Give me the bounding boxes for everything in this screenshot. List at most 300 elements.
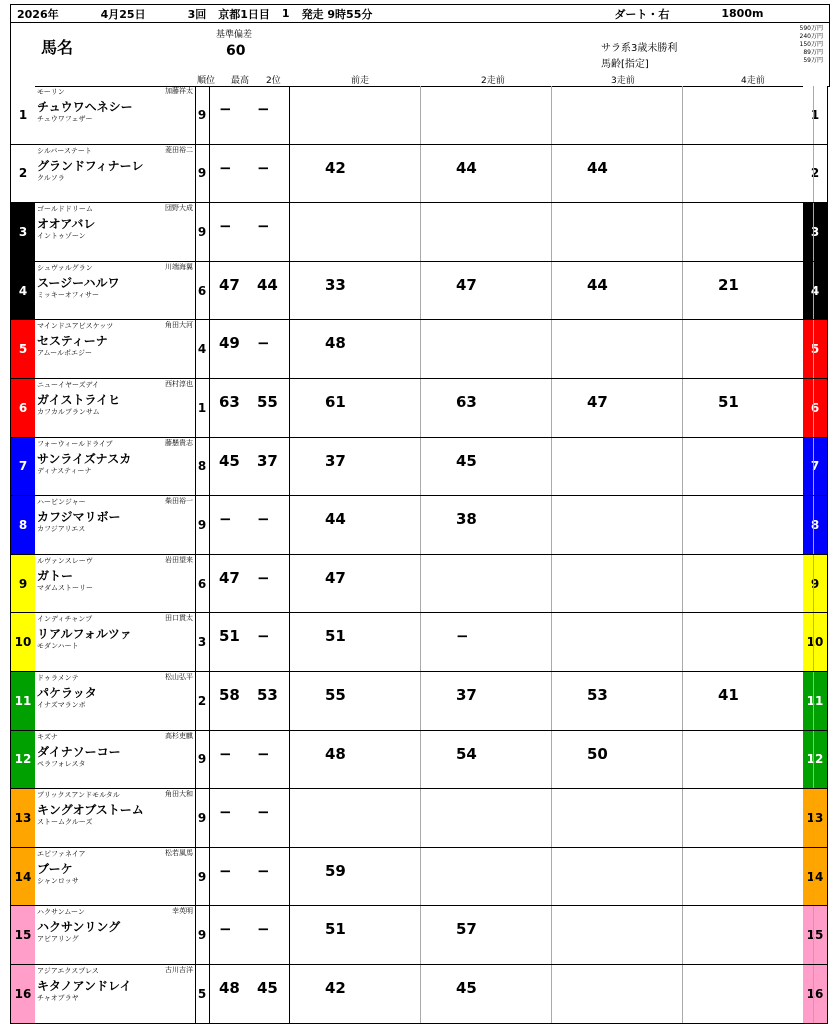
horse-name[interactable]: ブーケ bbox=[37, 861, 73, 876]
horse-number: 6 bbox=[11, 379, 35, 437]
past-race bbox=[551, 262, 683, 320]
horse-row bbox=[10, 320, 828, 379]
dam-name: シャンロッサ bbox=[37, 876, 79, 885]
past-race bbox=[682, 789, 814, 847]
race-index: 44 bbox=[587, 158, 608, 177]
past-race bbox=[420, 789, 552, 847]
best-index bbox=[209, 965, 290, 1023]
second-value: − bbox=[257, 627, 270, 646]
race-index: 51 bbox=[325, 627, 346, 646]
horse-name[interactable]: ガイストライヒ bbox=[37, 393, 121, 407]
past-race bbox=[682, 145, 814, 203]
prize-4: 89万円 bbox=[803, 49, 823, 56]
second-value: − bbox=[257, 158, 270, 177]
horse-number: 4 bbox=[11, 262, 35, 320]
horse-info bbox=[35, 438, 196, 496]
past-race bbox=[289, 379, 421, 437]
race-index: 37 bbox=[456, 686, 477, 704]
past-race bbox=[682, 86, 814, 144]
past-race bbox=[682, 438, 814, 496]
race-index: 63 bbox=[456, 393, 477, 411]
rank: 6 bbox=[195, 555, 210, 613]
horse-number: 2 bbox=[11, 145, 35, 203]
past-race bbox=[551, 672, 683, 730]
best-value: − bbox=[219, 158, 232, 177]
past-race bbox=[289, 438, 421, 496]
rank: 8 bbox=[195, 438, 210, 496]
horse-number: 7 bbox=[11, 438, 35, 496]
past-race bbox=[682, 613, 814, 671]
sire-name: エピファネイア bbox=[37, 849, 86, 858]
horse-row bbox=[10, 731, 828, 790]
sire-name: ゴールドドリーム bbox=[37, 205, 93, 214]
race-index: 41 bbox=[718, 686, 739, 704]
horse-name[interactable]: チュウワヘネシー bbox=[37, 100, 133, 114]
past-race bbox=[289, 731, 421, 789]
horse-info bbox=[35, 613, 196, 671]
race-index: 48 bbox=[325, 334, 346, 353]
col-best: 最高 bbox=[231, 76, 250, 86]
prize-5: 59万円 bbox=[803, 57, 823, 64]
race-name: サラ系3歳未勝利 bbox=[601, 43, 678, 54]
best-value: − bbox=[219, 100, 232, 118]
best-index bbox=[209, 203, 290, 261]
horse-number-right: 6 bbox=[803, 379, 827, 437]
second-value: − bbox=[257, 334, 270, 353]
horse-number: 1 bbox=[11, 86, 35, 144]
past-race bbox=[289, 145, 421, 203]
race-index: 61 bbox=[325, 393, 346, 411]
past-race bbox=[551, 613, 683, 671]
horse-name[interactable]: リアルフォルツァ bbox=[37, 627, 132, 642]
horse-number-right: 2 bbox=[803, 145, 827, 203]
horse-info bbox=[35, 906, 196, 964]
horse-name[interactable]: グランドフィナーレ bbox=[37, 158, 144, 173]
second-value: − bbox=[257, 568, 270, 587]
best-index bbox=[209, 438, 290, 496]
year: 2026年 bbox=[17, 7, 59, 21]
horse-number: 9 bbox=[11, 555, 35, 613]
dam-name: イナズマランボ bbox=[37, 701, 86, 709]
past-race bbox=[420, 145, 552, 203]
horse-row bbox=[10, 906, 828, 965]
horse-row bbox=[10, 86, 828, 145]
horse-info bbox=[35, 965, 196, 1023]
best-index bbox=[209, 145, 290, 203]
race-index: 37 bbox=[325, 451, 346, 470]
horse-info bbox=[35, 555, 196, 613]
horse-row bbox=[10, 438, 828, 497]
race-index: 51 bbox=[718, 393, 739, 411]
past-race bbox=[289, 320, 421, 378]
past-race bbox=[420, 731, 552, 789]
past-race bbox=[289, 848, 421, 906]
horse-name[interactable]: パケラッタ bbox=[37, 686, 97, 700]
horse-number: 10 bbox=[11, 613, 35, 671]
horse-number: 11 bbox=[11, 672, 35, 730]
past-race bbox=[682, 320, 814, 378]
jockey-name: 松若風馬 bbox=[165, 848, 193, 857]
sire-name: ドゥラメンテ bbox=[37, 674, 79, 682]
horse-number-right: 3 bbox=[803, 203, 827, 261]
col-r3: 3走前 bbox=[611, 76, 635, 86]
past-race bbox=[420, 672, 552, 730]
start-time: 発走 9時55分 bbox=[301, 7, 373, 21]
horse-row bbox=[10, 613, 828, 672]
jockey-name: 幸英明 bbox=[172, 907, 193, 916]
dam-name: ディナスティーナ bbox=[37, 466, 92, 475]
jockey-name: 角田大和 bbox=[165, 790, 193, 799]
horse-number: 13 bbox=[11, 789, 35, 847]
dam-name: チュウワフェザー bbox=[37, 115, 93, 123]
best-value: − bbox=[219, 744, 232, 763]
dam-name: ミッキーオフィサー bbox=[37, 290, 99, 299]
race-index: 38 bbox=[456, 510, 477, 529]
race-condition: 馬齢[指定] bbox=[601, 59, 649, 70]
horse-row bbox=[10, 848, 828, 907]
prize-2: 240万円 bbox=[799, 33, 823, 40]
race-index: 44 bbox=[587, 275, 608, 294]
horse-number-right: 10 bbox=[803, 613, 827, 671]
horse-row bbox=[10, 965, 828, 1024]
rank: 9 bbox=[195, 789, 210, 847]
dam-name: モダンハート bbox=[37, 642, 79, 651]
past-race bbox=[289, 613, 421, 671]
horse-row bbox=[10, 145, 828, 204]
prize-1: 590万円 bbox=[799, 25, 823, 32]
second-value: 45 bbox=[257, 979, 278, 997]
horse-name[interactable]: キングオブストーム bbox=[37, 803, 144, 818]
horse-name[interactable]: オオアバレ bbox=[37, 217, 96, 232]
dam-name: カフカルブランサム bbox=[37, 408, 100, 416]
col-second: 2位 bbox=[266, 76, 281, 86]
sire-name: シルバーステート bbox=[37, 146, 92, 155]
second-value: − bbox=[257, 920, 270, 939]
past-race bbox=[682, 906, 814, 964]
past-race bbox=[551, 86, 683, 144]
best-value: − bbox=[219, 217, 232, 236]
best-value: − bbox=[219, 803, 232, 822]
rank: 9 bbox=[195, 731, 210, 789]
race-index: 54 bbox=[456, 744, 477, 763]
dam-name: ストームクルーズ bbox=[37, 818, 93, 827]
horse-name[interactable]: ハクサンリング bbox=[37, 920, 121, 935]
jockey-name: 川端海翼 bbox=[165, 262, 193, 271]
past-race bbox=[420, 262, 552, 320]
race-index: 44 bbox=[456, 158, 477, 177]
race-index: 33 bbox=[325, 275, 346, 294]
past-race bbox=[551, 496, 683, 554]
prize-list bbox=[771, 25, 823, 65]
horse-info bbox=[35, 320, 196, 378]
past-race bbox=[289, 555, 421, 613]
past-race bbox=[551, 379, 683, 437]
race-header-bar bbox=[10, 4, 830, 23]
dam-name: マダムストーリー bbox=[37, 583, 93, 592]
past-race bbox=[682, 731, 814, 789]
rank: 9 bbox=[195, 496, 210, 554]
race-index: 47 bbox=[587, 393, 608, 411]
base-value: 60 bbox=[226, 43, 246, 59]
jockey-name: 菱田裕二 bbox=[165, 145, 193, 154]
race-index: 48 bbox=[325, 744, 346, 763]
sire-name: フォーウィールドライブ bbox=[37, 439, 113, 448]
jockey-name: 高杉吏麒 bbox=[165, 731, 193, 740]
col-r2: 2走前 bbox=[481, 76, 505, 86]
rank: 6 bbox=[195, 262, 210, 320]
sire-name: モーリン bbox=[37, 88, 65, 96]
horse-number-right: 8 bbox=[803, 496, 827, 554]
past-race bbox=[289, 965, 421, 1023]
race-index: 55 bbox=[325, 686, 346, 704]
rank: 9 bbox=[195, 145, 210, 203]
race-index: 21 bbox=[718, 275, 739, 294]
race-index: 57 bbox=[456, 920, 477, 939]
second-value: − bbox=[257, 510, 270, 529]
horse-info bbox=[35, 789, 196, 847]
best-value: 47 bbox=[219, 568, 240, 587]
col-r1: 前走 bbox=[351, 76, 370, 86]
horse-number: 5 bbox=[11, 320, 35, 378]
distance: 1800m bbox=[721, 7, 764, 20]
best-value: − bbox=[219, 510, 232, 529]
past-race bbox=[551, 203, 683, 261]
sire-name: ブリックスアンドモルタル bbox=[37, 791, 120, 800]
past-race bbox=[420, 496, 552, 554]
prize-3: 150万円 bbox=[799, 41, 823, 48]
past-race bbox=[551, 848, 683, 906]
past-race bbox=[682, 848, 814, 906]
best-index bbox=[209, 906, 290, 964]
race-number: 1 bbox=[281, 7, 290, 20]
horse-info bbox=[35, 848, 196, 906]
jockey-name: 岩田望来 bbox=[165, 555, 193, 564]
past-race bbox=[289, 672, 421, 730]
second-value: − bbox=[257, 100, 270, 118]
best-index bbox=[209, 320, 290, 378]
sire-name: シュヴァルグラン bbox=[37, 263, 93, 272]
horse-number-right: 11 bbox=[803, 672, 827, 730]
second-value: − bbox=[257, 744, 270, 763]
best-index bbox=[209, 672, 290, 730]
horse-number-right: 16 bbox=[803, 965, 827, 1023]
horse-number-right: 4 bbox=[803, 262, 827, 320]
horse-name[interactable]: カフジマリボー bbox=[37, 510, 121, 525]
horse-info bbox=[35, 731, 196, 789]
past-race bbox=[551, 320, 683, 378]
sire-name: ハクサンムーン bbox=[37, 908, 85, 917]
second-value: − bbox=[257, 803, 270, 822]
jockey-name: 松山弘平 bbox=[165, 673, 193, 681]
past-race bbox=[420, 613, 552, 671]
jockey-name: 田口貫太 bbox=[165, 614, 193, 623]
horse-row bbox=[10, 789, 828, 848]
best-value: 63 bbox=[219, 393, 240, 411]
best-value: 49 bbox=[219, 334, 240, 353]
horse-number-right: 7 bbox=[803, 438, 827, 496]
past-race bbox=[682, 496, 814, 554]
kai: 3回 bbox=[187, 7, 207, 21]
rank: 2 bbox=[195, 672, 210, 730]
jockey-name: 加藤祥太 bbox=[165, 87, 193, 95]
sire-name: キズナ bbox=[37, 732, 58, 741]
past-race bbox=[551, 965, 683, 1023]
second-value: 37 bbox=[257, 451, 278, 470]
jockey-name: 藤懸貴志 bbox=[165, 438, 193, 447]
horse-number-right: 15 bbox=[803, 906, 827, 964]
sire-name: アジアエクスプレス bbox=[37, 967, 99, 975]
horse-info bbox=[35, 496, 196, 554]
past-race bbox=[682, 555, 814, 613]
horse-number-right: 12 bbox=[803, 731, 827, 789]
horse-row bbox=[10, 203, 828, 262]
horse-number-right: 5 bbox=[803, 320, 827, 378]
past-race bbox=[682, 965, 814, 1023]
best-value: − bbox=[219, 861, 232, 880]
horse-number: 8 bbox=[11, 496, 35, 554]
horse-number: 15 bbox=[11, 906, 35, 964]
horse-info bbox=[35, 203, 196, 261]
horse-info bbox=[35, 262, 196, 320]
col-r4: 4走前 bbox=[741, 76, 765, 86]
best-value: − bbox=[219, 920, 232, 939]
horse-name[interactable]: スージーハルワ bbox=[37, 275, 120, 290]
second-value: 53 bbox=[257, 686, 278, 704]
best-index bbox=[209, 379, 290, 437]
race-index: 47 bbox=[456, 275, 477, 294]
horse-number: 14 bbox=[11, 848, 35, 906]
past-race bbox=[420, 86, 552, 144]
past-race bbox=[289, 906, 421, 964]
jockey-name: 西村淳也 bbox=[165, 380, 193, 388]
rank: 1 bbox=[195, 379, 210, 437]
horse-info bbox=[35, 379, 196, 437]
best-index bbox=[209, 848, 290, 906]
race-index: 44 bbox=[325, 510, 346, 529]
rank: 9 bbox=[195, 203, 210, 261]
best-index bbox=[209, 789, 290, 847]
column-header bbox=[10, 22, 830, 87]
dam-name: イントゥゾーン bbox=[37, 232, 86, 241]
horse-number: 16 bbox=[11, 965, 35, 1023]
past-race bbox=[420, 320, 552, 378]
venue: 京都1日目 bbox=[218, 7, 270, 21]
past-race bbox=[289, 86, 421, 144]
past-race bbox=[289, 262, 421, 320]
best-index bbox=[209, 613, 290, 671]
sire-name: ルヴァンスレーヴ bbox=[37, 556, 93, 565]
horse-info bbox=[35, 145, 196, 203]
dam-name: チャオブラヤ bbox=[37, 994, 79, 1002]
past-race bbox=[551, 555, 683, 613]
jockey-name: 団野大成 bbox=[165, 204, 193, 213]
date: 4月25日 bbox=[100, 7, 146, 21]
past-race bbox=[420, 438, 552, 496]
best-value: 47 bbox=[219, 275, 240, 294]
past-race bbox=[551, 438, 683, 496]
past-race bbox=[420, 906, 552, 964]
past-race bbox=[420, 555, 552, 613]
best-value: 51 bbox=[219, 627, 240, 646]
best-value: 48 bbox=[219, 979, 240, 997]
horse-name[interactable]: ガトー bbox=[37, 568, 74, 583]
second-value: − bbox=[257, 217, 270, 236]
horse-info bbox=[35, 86, 196, 144]
past-race bbox=[420, 848, 552, 906]
race-index: 45 bbox=[456, 979, 477, 997]
race-index: − bbox=[456, 627, 469, 646]
rank: 3 bbox=[195, 613, 210, 671]
race-index: 42 bbox=[325, 979, 346, 997]
past-race bbox=[682, 379, 814, 437]
second-value: − bbox=[257, 861, 270, 880]
past-race bbox=[682, 262, 814, 320]
past-race bbox=[682, 672, 814, 730]
horse-row bbox=[10, 379, 828, 438]
best-index bbox=[209, 86, 290, 144]
horse-row bbox=[10, 262, 828, 321]
race-index: 51 bbox=[325, 920, 346, 939]
col-pos: 順位 bbox=[197, 76, 216, 86]
horse-row bbox=[10, 672, 828, 731]
horse-name[interactable]: ダイナソーコー bbox=[37, 744, 121, 759]
dam-name: カフジアリエス bbox=[37, 525, 86, 534]
second-value: 55 bbox=[257, 393, 278, 411]
rank: 9 bbox=[195, 848, 210, 906]
past-race bbox=[420, 203, 552, 261]
jockey-name: 古川吉洋 bbox=[165, 966, 193, 974]
col-name: 馬名 bbox=[41, 38, 74, 57]
jockey-name: 角田大河 bbox=[165, 321, 193, 330]
horse-row bbox=[10, 555, 828, 614]
dam-name: ペラフォレスタ bbox=[37, 759, 86, 768]
horse-number: 3 bbox=[11, 203, 35, 261]
past-race bbox=[420, 965, 552, 1023]
dam-name: アビアリング bbox=[37, 935, 79, 944]
rank: 5 bbox=[195, 965, 210, 1023]
rank: 4 bbox=[195, 320, 210, 378]
second-value: 44 bbox=[257, 275, 278, 294]
horse-info bbox=[35, 672, 196, 730]
horse-number: 12 bbox=[11, 731, 35, 789]
past-race bbox=[551, 906, 683, 964]
race-index: 47 bbox=[325, 568, 346, 587]
best-index bbox=[209, 555, 290, 613]
horse-number-right: 1 bbox=[803, 86, 827, 144]
sire-name: ニューイヤーズデイ bbox=[37, 381, 100, 389]
dam-name: クルソラ bbox=[37, 173, 65, 182]
past-race bbox=[551, 145, 683, 203]
sire-name: インディチャンプ bbox=[37, 615, 93, 624]
past-race bbox=[289, 203, 421, 261]
horse-name[interactable]: キタノアンドレイ bbox=[37, 979, 132, 993]
horse-number-right: 13 bbox=[803, 789, 827, 847]
best-index bbox=[209, 731, 290, 789]
surface: ダート・右 bbox=[614, 7, 670, 21]
past-race bbox=[289, 496, 421, 554]
past-race bbox=[420, 379, 552, 437]
best-value: 58 bbox=[219, 686, 240, 704]
best-index bbox=[209, 496, 290, 554]
horse-name[interactable]: サンライズナスカ bbox=[37, 451, 132, 466]
rank: 9 bbox=[195, 86, 210, 144]
past-race bbox=[289, 789, 421, 847]
past-race bbox=[682, 203, 814, 261]
past-race bbox=[551, 789, 683, 847]
race-index: 45 bbox=[456, 451, 477, 470]
base-label: 基準偏差 bbox=[216, 30, 253, 40]
horse-name[interactable]: セスティーナ bbox=[37, 334, 108, 349]
